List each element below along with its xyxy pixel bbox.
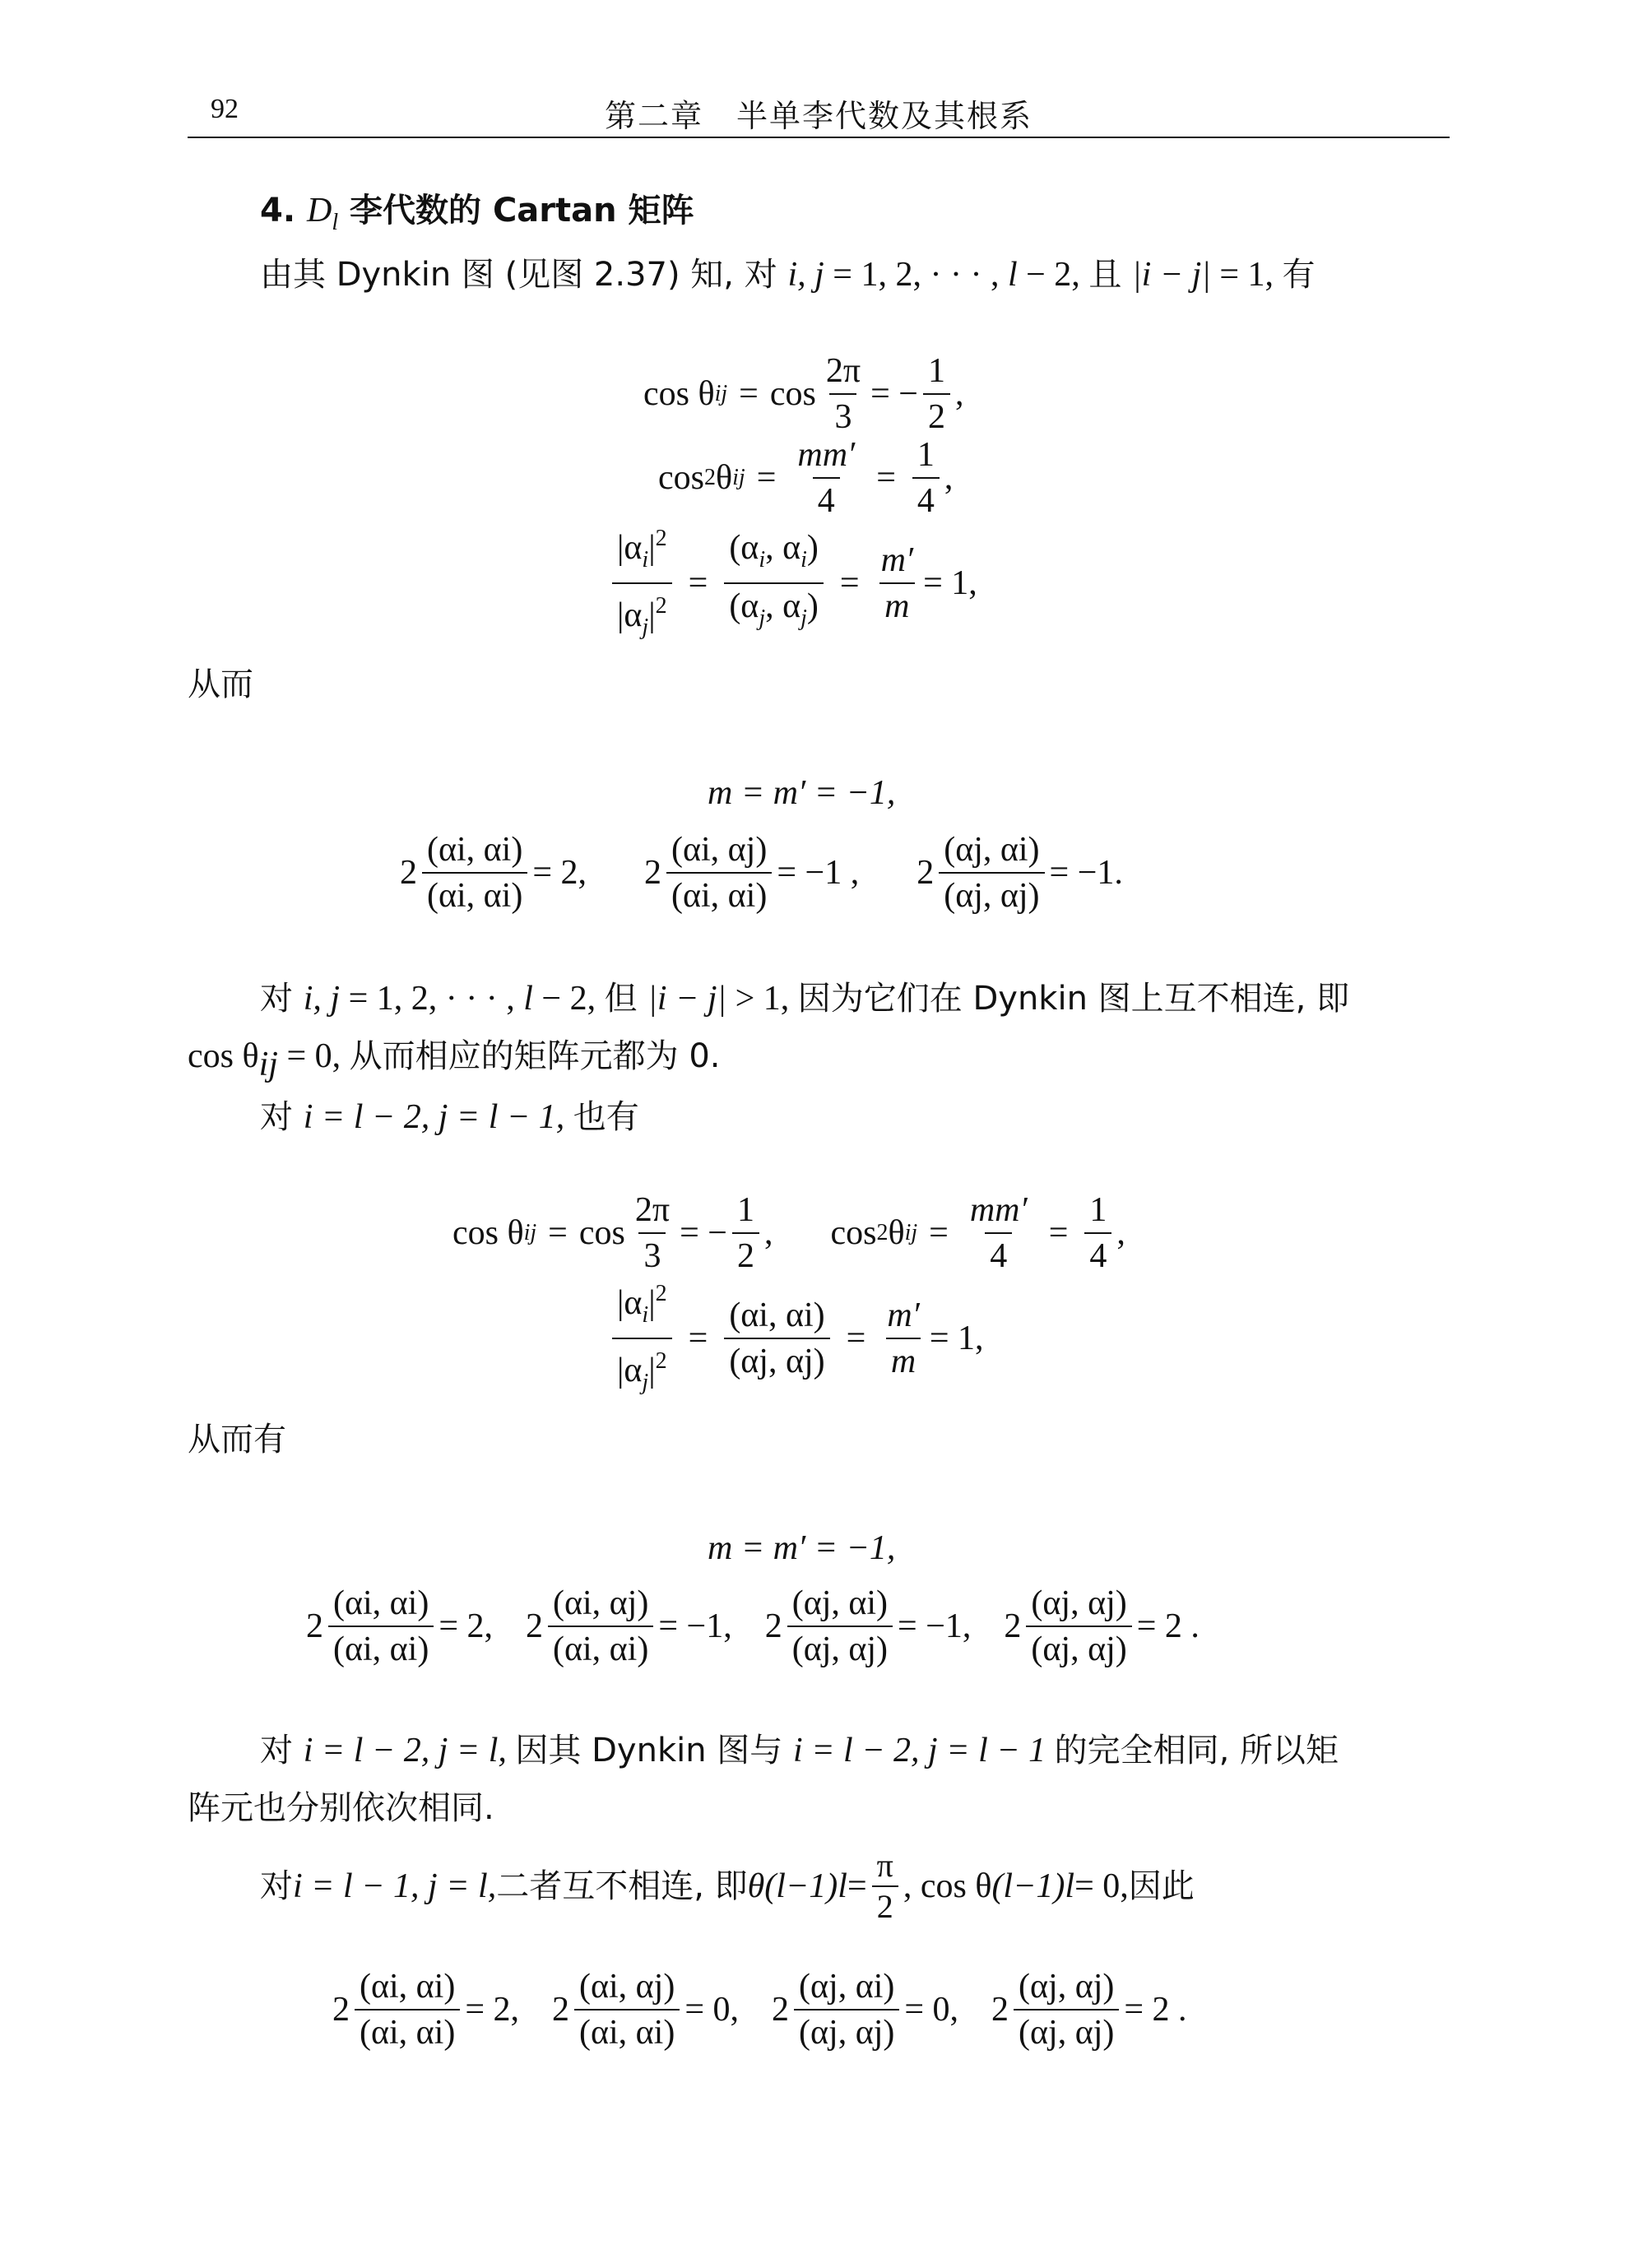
eq6-comma1: , <box>763 1214 773 1252</box>
eq3-ind-sep: , α <box>765 587 801 625</box>
section-math-sub: l <box>332 210 339 235</box>
eq5-frac3 <box>939 831 1044 915</box>
eq6-eq3: = <box>1048 1214 1069 1252</box>
eq3-mp: m′ <box>880 541 914 579</box>
eq10-frac2 <box>574 1968 680 2052</box>
paragraph-4-line-2: 阵元也分别依次相同. <box>188 1789 494 1827</box>
paragraph-4-line-1 <box>260 1728 1339 1774</box>
para5-t2: 二者互不相连, 即 <box>496 1867 748 1905</box>
eq9-frac4 <box>1026 1584 1131 1668</box>
eq10-coef4: 2 <box>991 1991 1009 2029</box>
equation-cos-theta <box>643 352 963 436</box>
eq5-coef2: 2 <box>644 854 662 892</box>
eq6-frac-1-2 <box>732 1191 759 1275</box>
equation-m-values-2: m = m′ = −1, <box>708 1529 896 1567</box>
eq6-sup: 2 <box>876 1220 889 1245</box>
eq3-inner-den <box>724 582 824 638</box>
eq7-num-sq: 2 <box>655 1281 667 1306</box>
eq6-cos-b: cos <box>830 1214 877 1252</box>
eq3-in-i1: i <box>759 547 766 573</box>
para5-m2: θ <box>747 1867 765 1905</box>
eq5-frac2 <box>666 831 772 915</box>
para2-m3: l <box>523 980 533 1018</box>
paragraph-2-line-1 <box>260 976 1349 1022</box>
eq2-den2: 4 <box>912 477 940 520</box>
eq2-den: 4 <box>813 477 840 520</box>
eq7-mp: m′ <box>887 1296 920 1334</box>
eq2-num: mm′ <box>797 436 856 474</box>
eq10-r4: = 2 . <box>1124 1991 1187 2029</box>
eq6-f2-den: 2 <box>732 1232 759 1275</box>
eq3-ind-a: (α <box>729 587 759 625</box>
para4-t1: 对 <box>260 1732 304 1769</box>
eq7-den-sq: 2 <box>655 1348 667 1374</box>
eq10-f2-num: (αi, αj) <box>579 1968 675 2006</box>
para5-two: 2 <box>872 1885 898 1923</box>
eq3-num-b: | <box>648 529 656 567</box>
eq9-f2-num: (αi, αj) <box>553 1584 649 1622</box>
para4-m2: i = l − 2, j = l − 1 <box>793 1732 1055 1769</box>
equation-root-length-ratio <box>607 520 977 647</box>
eq1-den2: 2 <box>923 393 950 436</box>
eq7-den-a: |α <box>617 1352 643 1389</box>
para2-m8: = 0, <box>277 1037 350 1075</box>
eq2-theta: θ <box>716 459 733 497</box>
eq3-num-i: i <box>642 547 649 573</box>
eq3-den-sq: 2 <box>655 593 667 619</box>
eq7-num-b: | <box>648 1284 656 1322</box>
eq3-den-a: |α <box>617 596 643 634</box>
eq3-num-a: |α <box>617 529 643 567</box>
eq6-cos: cos θ <box>452 1214 524 1252</box>
para5-m3: = <box>847 1867 867 1905</box>
eq6-eq2: = <box>929 1214 949 1252</box>
eq7-eq2: = <box>846 1319 866 1357</box>
eq9-r1: = 2, <box>439 1607 494 1645</box>
eq3-num <box>612 520 672 582</box>
eq9-f3-num: (αj, αi) <box>791 1584 889 1622</box>
eq9-f4-den: (αj, αj) <box>1026 1626 1131 1668</box>
eq10-frac4 <box>1014 1968 1119 2052</box>
eq1-cos2: cos <box>769 375 816 413</box>
eq5-f3-num: (αj, αi) <box>944 831 1040 869</box>
section-title: 李代数的 Cartan 矩阵 <box>350 192 694 230</box>
eq10-coef2: 2 <box>552 1991 570 2029</box>
eq2-sub: ij <box>732 465 745 490</box>
eq7-frac-inner <box>724 1296 829 1380</box>
eq3-eq: = <box>688 564 708 602</box>
para2-t3: 因为它们在 Dynkin 图上互不相连, 即 <box>797 980 1350 1018</box>
para5-frac-pi-2 <box>872 1849 898 1923</box>
eq6-f2-num: 1 <box>736 1191 754 1229</box>
section-number: 4. <box>260 192 296 230</box>
eq1-frac-1-2 <box>923 352 950 436</box>
eq10-f1-den: (αi, αi) <box>355 2009 460 2052</box>
eq10-r1: = 2, <box>465 1991 520 2029</box>
eq3-frac-m <box>876 541 919 625</box>
para5-t1: 对 <box>260 1867 293 1905</box>
para2-m6: > 1, <box>726 980 798 1018</box>
eq3-in-a: (α <box>729 529 759 567</box>
eq7-frac-abs <box>612 1275 672 1402</box>
para1-text-2: 且 <box>1088 256 1133 294</box>
eq3-eq2: = <box>839 564 860 602</box>
equation-m-values: m = m′ = −1, <box>708 774 896 812</box>
para1-math-2: = 1, 2, · · · , <box>824 256 1008 294</box>
eq10-f3-den: (αj, αj) <box>794 2009 899 2052</box>
para1-text-3: 有 <box>1282 256 1316 294</box>
eq3-den <box>612 582 672 647</box>
eq6-sub2: ij <box>904 1220 918 1245</box>
eq3-m: m <box>879 582 914 625</box>
para4-t3: 的完全相同, 所以矩 <box>1054 1732 1339 1769</box>
eq5-f2-den: (αi, αi) <box>666 872 772 915</box>
text-congEr: 从而 <box>188 666 253 703</box>
para1-math-5: |i − j| <box>1132 256 1211 294</box>
eq7-eq: = <box>688 1319 708 1357</box>
eq6-frac-2pi-3 <box>630 1191 675 1275</box>
eq3-in-i2: i <box>800 547 807 573</box>
eq6-cos2: cos <box>578 1214 625 1252</box>
eq3-den-j: j <box>642 615 649 640</box>
para4-m1: i = l − 2, j = l, <box>303 1732 516 1769</box>
eq3-ind-j2: j <box>800 605 807 631</box>
page-number: 92 <box>211 94 239 124</box>
eq10-frac3 <box>794 1968 899 2052</box>
para2-ij: ij <box>258 1046 278 1083</box>
equation-root-length-ratio-2 <box>607 1275 984 1402</box>
page-header <box>188 89 1450 138</box>
para1-math-6: = 1, <box>1210 256 1283 294</box>
eq6-comma2: , <box>1116 1214 1125 1252</box>
eq9-r2: = −1, <box>658 1607 732 1645</box>
eq10-coef1: 2 <box>332 1991 350 2029</box>
eq3-frac-inner <box>724 529 824 638</box>
eq10-f3-num: (αj, αi) <box>799 1968 895 2006</box>
eq9-coef3: 2 <box>764 1607 782 1645</box>
eq1-den: 3 <box>829 393 856 436</box>
para5-pi: π <box>876 1847 893 1884</box>
eq5-r3: = −1. <box>1049 854 1123 892</box>
eq7-num-i: i <box>642 1302 649 1328</box>
eq1-cos: cos θ <box>643 375 715 413</box>
eq5-r2: = −1 , <box>777 854 860 892</box>
para2-m2: = 1, 2, · · · , <box>340 980 524 1018</box>
eq1-comma: , <box>954 375 964 413</box>
eq3-num-sq: 2 <box>655 526 667 551</box>
para1-math-3: l <box>1007 256 1018 294</box>
eq9-r4: = 2 . <box>1136 1607 1200 1645</box>
para2-t2: 但 <box>604 980 648 1018</box>
eq6-f3-den: 4 <box>985 1232 1012 1275</box>
eq2-frac-mm-4 <box>792 436 860 520</box>
eq6-eq1: = <box>548 1214 568 1252</box>
para4-t2: 因其 Dynkin 图与 <box>515 1732 794 1769</box>
eq1-eq: = <box>739 375 759 413</box>
eq7-num <box>612 1275 672 1338</box>
para2-m7: cos θ <box>188 1037 259 1075</box>
eq7-tail: = 1, <box>929 1319 984 1357</box>
para1-math-4: − 2, <box>1017 256 1089 294</box>
eq7-den <box>612 1338 672 1402</box>
eq1-num: 2π <box>825 352 861 390</box>
eq5-f1-num: (αi, αi) <box>427 831 523 869</box>
para1-text-1: 由其 Dynkin 图 (见图 2.37) 知, 对 <box>260 256 788 294</box>
eq3-in-sep: , α <box>765 529 801 567</box>
eq3-ind-j1: j <box>759 605 766 631</box>
eq5-f2-num: (αi, αj) <box>671 831 768 869</box>
eq10-f4-den: (αj, αj) <box>1014 2009 1119 2052</box>
eq5-coef3: 2 <box>916 854 935 892</box>
eq2-comma: , <box>944 459 954 497</box>
eq9-r3: = −1, <box>898 1607 972 1645</box>
text-congErYou: 从而有 <box>188 1421 286 1459</box>
para3-t2: 也有 <box>573 1098 639 1136</box>
equation-cartan-elements-1 <box>400 831 1123 915</box>
para1-math-1: i, j <box>787 256 824 294</box>
eq7-in-den: (αj, αj) <box>724 1338 829 1380</box>
eq7-num-a: |α <box>617 1284 643 1322</box>
eq5-r1: = 2, <box>532 854 587 892</box>
eq1-sub: ij <box>714 381 728 406</box>
eq2-eq: = <box>756 459 777 497</box>
para2-t4: 从而相应的矩阵元都为 0. <box>349 1037 721 1075</box>
para3-m1: i = l − 2, j = l − 1, <box>303 1098 573 1136</box>
eq2-sup: 2 <box>704 465 716 490</box>
eq1-num2: 1 <box>927 352 945 390</box>
eq9-f1-num: (αi, αi) <box>333 1584 429 1622</box>
eq9-coef4: 2 <box>1004 1607 1022 1645</box>
eq10-coef3: 2 <box>772 1991 790 2029</box>
eq7-den-j: j <box>642 1370 649 1395</box>
eq3-frac-abs <box>612 520 672 647</box>
para5-m5: = 0, <box>1074 1867 1129 1905</box>
eq1-frac-2pi-3 <box>821 352 865 436</box>
eq6-frac-mm-4 <box>965 1191 1032 1275</box>
eq2-cos: cos <box>658 459 704 497</box>
paragraph-3 <box>260 1094 639 1140</box>
eq2-eq2: = <box>876 459 896 497</box>
para2-t1: 对 <box>260 980 304 1018</box>
eq9-f2-den: (αi, αi) <box>548 1626 653 1668</box>
eq6-minus: = − <box>680 1214 727 1252</box>
para5-m4: , cos θ <box>903 1867 992 1905</box>
section-heading <box>260 188 694 246</box>
eq9-frac3 <box>787 1584 893 1668</box>
eq9-coef1: 2 <box>306 1607 323 1645</box>
para5-t3: 因此 <box>1128 1867 1195 1905</box>
eq7-den-b: | <box>648 1352 656 1389</box>
para2-m5: |i − j| <box>647 980 727 1018</box>
eq3-in-close: ) <box>806 529 819 567</box>
eq6-f4-num: 1 <box>1089 1191 1107 1229</box>
eq7-in-num: (αi, αi) <box>729 1296 825 1334</box>
eq10-f1-num: (αi, αi) <box>360 1968 456 2006</box>
eq10-f4-num: (αj, αj) <box>1019 1968 1115 2006</box>
eq6-f1-num: 2π <box>634 1191 671 1229</box>
para3-t1: 对 <box>260 1098 304 1136</box>
eq9-frac2 <box>548 1584 653 1668</box>
para5-sub2: (l−1)l <box>991 1867 1075 1905</box>
eq6-f3-num: mm′ <box>969 1191 1028 1229</box>
eq10-frac1 <box>355 1968 460 2052</box>
running-title: 第二章 半单李代数及其根系 <box>604 98 1032 134</box>
eq9-f1-den: (αi, αi) <box>328 1626 434 1668</box>
eq7-m: m <box>886 1338 921 1380</box>
eq6-theta: θ <box>888 1214 905 1252</box>
eq9-coef2: 2 <box>526 1607 544 1645</box>
eq1-minus: = − <box>870 375 918 413</box>
para2-m4: − 2, <box>532 980 605 1018</box>
eq5-coef1: 2 <box>400 854 417 892</box>
eq10-r2: = 0, <box>684 1991 740 2029</box>
eq6-f4-den: 4 <box>1084 1232 1111 1275</box>
eq9-frac1 <box>328 1584 434 1668</box>
eq5-frac1 <box>422 831 527 915</box>
paragraph-2-line-2 <box>188 1033 721 1088</box>
equation-cartan-elements-3 <box>332 1968 1187 2052</box>
eq9-f4-num: (αj, αj) <box>1031 1584 1127 1622</box>
eq3-den-b: | <box>648 596 656 634</box>
section-math: D <box>306 192 332 230</box>
equation-cartan-elements-2 <box>306 1584 1200 1668</box>
para5-m1: i = l − 1, j = l, <box>293 1867 497 1905</box>
paragraph-5 <box>260 1849 1195 1923</box>
eq3-tail: = 1, <box>923 564 977 602</box>
eq10-f2-den: (αi, αi) <box>574 2009 680 2052</box>
eq2-frac-1-4 <box>912 436 940 520</box>
paragraph-1 <box>260 252 1316 298</box>
eq6-f1-den: 3 <box>638 1232 666 1275</box>
eq7-frac-m <box>882 1296 925 1380</box>
eq9-f3-den: (αj, αj) <box>787 1626 893 1668</box>
equation-cos-pair <box>452 1191 1125 1275</box>
eq3-ind-close: ) <box>806 587 819 625</box>
eq5-f3-den: (αj, αj) <box>939 872 1044 915</box>
para2-m1: i, j <box>303 980 341 1018</box>
eq6-frac-1-4 <box>1084 1191 1111 1275</box>
para5-sub: (l−1)l <box>764 1867 847 1905</box>
eq2-num2: 1 <box>916 436 935 474</box>
eq5-f1-den: (αi, αi) <box>422 872 527 915</box>
eq10-r3: = 0, <box>904 1991 959 2029</box>
equation-cos-squared <box>658 436 953 520</box>
eq6-sub: ij <box>523 1220 537 1245</box>
eq3-inner-num <box>724 529 824 582</box>
